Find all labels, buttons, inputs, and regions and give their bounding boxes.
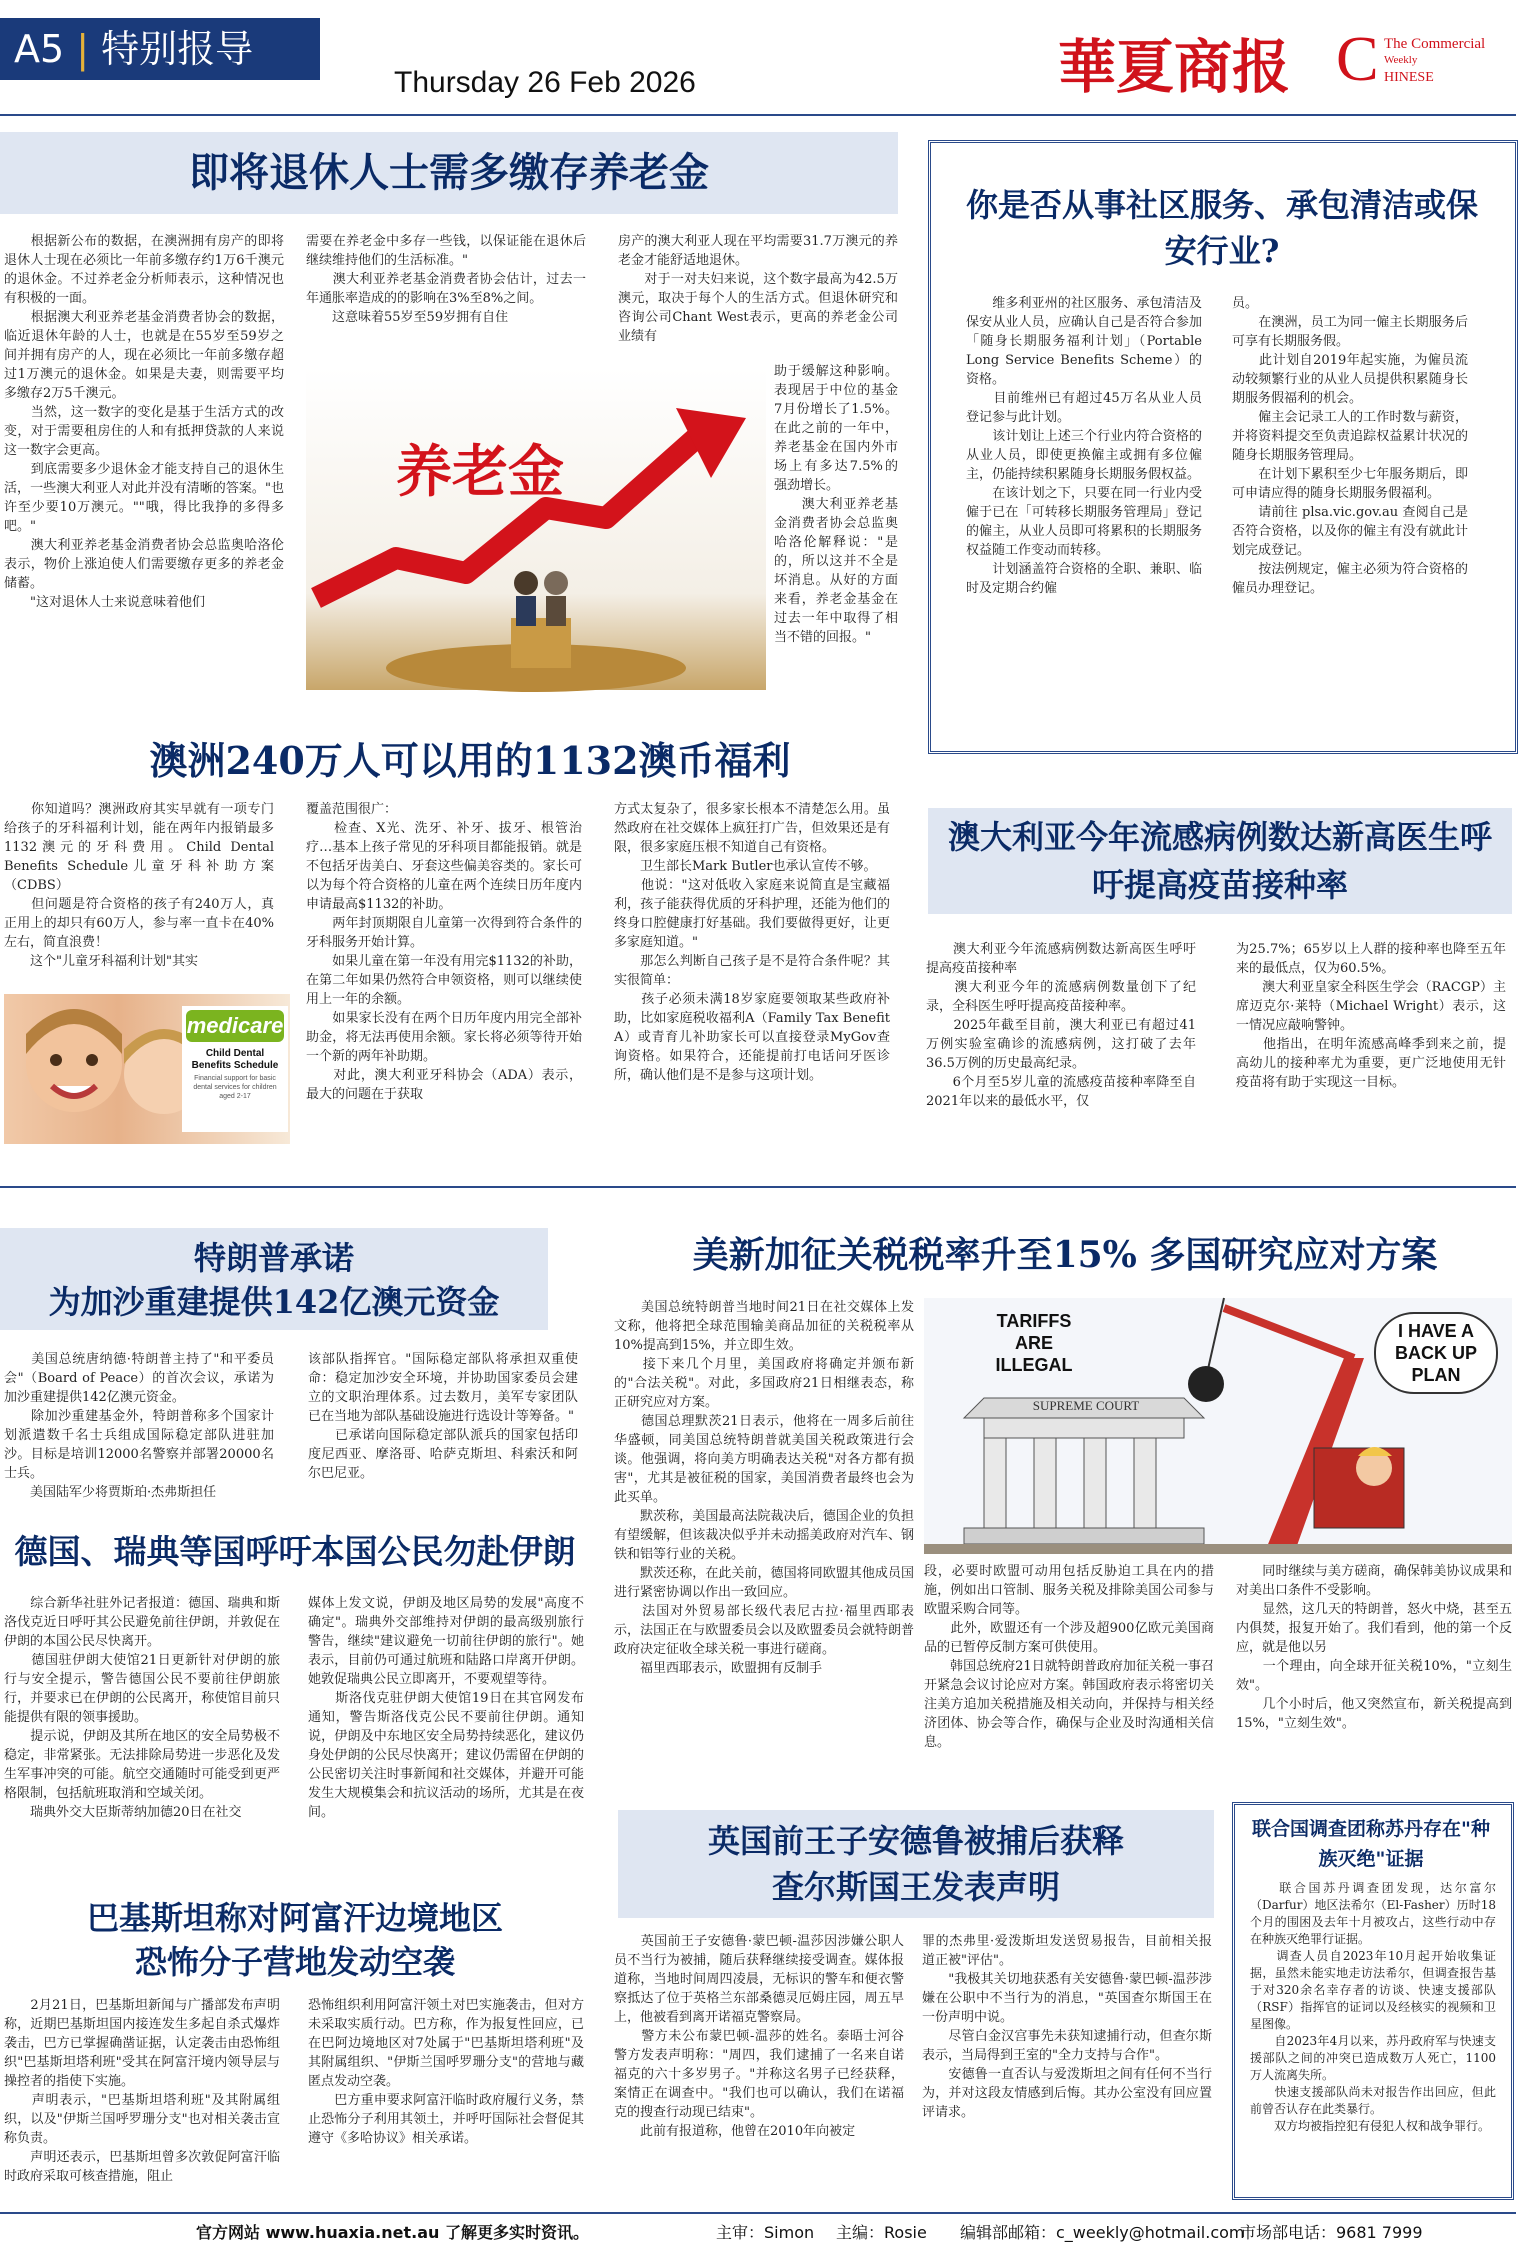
dental-photo — [4, 994, 290, 1144]
article-pakistan-col-2: 恐怖组织利用阿富汗领土对巴实施袭击，但对方未采取实质行动。巴方称，作为报复性回应，已在巴阿边境地区对7处属于"巴基斯坦塔利班"及其附属组织、"伊斯兰国呼罗珊分支"的营地与藏匿点发动空袭。 巴方重申要求阿富汗临时政府履行义务，禁止恐怖分子利用其领土，并呼吁国际社会督促其遵守《多哈协议》相关承诺。 — [308, 1998, 584, 2146]
footer-rule — [0, 2212, 1516, 2214]
tab-divider: | — [76, 27, 102, 71]
article-iran-col-2: 媒体上发文说，伊朗及地区局势的发展"高度不确定"。瑞典外交部维持对伊朗的最高级别旅行警告，继续"建议避免一切前往伊朗的旅行"。她表示，目前仍可通过航班和陆路口岸离开伊朗。她敦促瑞典公民立即离开，不要观望等待。 斯洛伐克驻伊朗大使馆19日在其官网发布通知，警告斯洛伐克公民不要前往伊朗。通知说，伊朗及中东地区安全局势持续恶化，建议仍身处伊朗的公民尽快离开；建议仍需留在伊朗的公民密切关注时事新闻和社交媒体，并避开可能发生大规模集会和抗议活动的场所，尤其是在夜间。 — [308, 1596, 584, 1820]
article-andrew-col-2: 罪的杰弗里·爱泼斯坦发送贸易报告，目前相关报道正被"评估"。 "我极其关切地获悉有关安德鲁·蒙巴顿-温莎涉嫌在公职中不当行为的消息，"英国查尔斯国王在一份声明中说。 尽管白金汉宫事先未获知逮捕行动，但查尔斯表示，当局得到王室的"全力支持与合作"。 安德鲁一直否认与爱泼斯坦之间有任何不当行为，并对这段友情感到后悔。其办公室没有回应置评请求。 — [922, 1934, 1212, 2120]
article-dental-col-2: 覆盖范围很广： 检查、X光、洗牙、补牙、拔牙、根管治疗…基本上孩子常见的牙科项目都能报销。就是不包括牙齿美白、牙套这些偏美容类的。家长可以为每个符合资格的儿童在两个连续日历年度内申请最高$1132的补助。 两年封顶期限自儿童第一次得到符合条件的牙科服务开始计算。 如果儿童在第一年没有用完$1132的补助，在第二年如果仍然符合申领资格，则可以继续使用上一年的余额。 如果家长没有在两个日历年度内用完全部补助金，将无法再使用余额。家长将必须等待开始一个新的两年补助期。 对此，澳大利亚牙科协会（ADA）表示，最大的问题在于获取 — [306, 802, 582, 1102]
medicare-logo-subtitle: Child Dental Benefits Schedule — [191, 1048, 279, 1071]
issue-date: Thursday 26 Feb 2026 — [394, 66, 696, 99]
article-pension-col-2: 需要在养老金中多存一些钱，以保证能在退休后继续维持他们的生活标准。" 澳大利亚养老基金消费者协会估计，过去一年通胀率造成的的影响在3%至8%之间。 这意味着55岁至59岁拥有自住 — [306, 234, 586, 325]
page-tab — [0, 18, 320, 80]
brand-name-en-2: Weekly — [1384, 54, 1418, 66]
article-sudan-col-1: 联合国苏丹调查团发现，达尔富尔（Darfur）地区法希尔（El-Fasher）历时18个月的围困及去年十月被攻占，这些行动中存在种族灭绝罪行证据。 调查人员自2023年10月起开始收集证据，虽然未能实地走访法希尔，但调查报告基于对320余名幸存者的访谈、快速支援部队（RSF）指挥官的证词以及经核实的视频和卫星图像。 自2023年4月以来，苏丹政府军与快速支援部队之间的冲突已造成数万人死亡，1100万人流离失所。 快速支援部队尚未对报告作出回应，但此前曾否认存在此类暴行。 双方均被指控犯有侵犯人权和战争罪行。 — [1250, 1881, 1496, 2133]
footer-chief-editor: 主编：Rosie — [836, 2223, 927, 2242]
brand-letter: C — [1336, 23, 1379, 94]
article-sudan-headline: 联合国调查团称苏丹存在"种族灭绝"证据 — [1252, 1818, 1490, 1870]
article-flu-col-1: 澳大利亚今年流感病例数达新高医生呼吁提高疫苗接种率 澳大利亚今年的流感病例数量创下了纪录，全科医生呼吁提高疫苗接种率。 2025年截至目前，澳大利亚已有超过41万例实验室确诊的流感病例，这打破了去年36.5万例的历史最高纪录。 6个月至5岁儿童的流感疫苗接种率降至自2021年以来的最低水平，仅 — [926, 942, 1196, 1109]
cartoon-sign: TARIFFS ARE ILLEGAL — [995, 1311, 1073, 1375]
article-gaza-col-1: 美国总统唐纳德·特朗普主持了"和平委员会"（Board of Peace）的首次会议，承诺为加沙重建提供142亿澳元资金。 除加沙重建基金外，特朗普称多个国家计划派遣数千名士兵组成国际稳定部队进驻加沙。目标是培训12000名警察并部署20000名士兵。 美国陆军少将贾斯珀·杰弗斯担任 — [4, 1352, 274, 1500]
article-pension-headline: 即将退休人士需多缴存养老金 — [0, 132, 898, 214]
article-pension-col-3b: 助于缓解这种影响。表现居于中位的基金7月份增长了1.5%。在此之前的一年中，养老基金在国内外市场上有多达7.5%的强劲增长。 澳大利亚养老基金消费者协会总监奥哈洛伦解释说："是的，所以这并不全是坏消息。从好的方面来看，养老金基金在过去一年中取得了相当不错的回报。" — [774, 364, 898, 645]
article-dental-col-3: 方式太复杂了，很多家长根本不清楚怎么用。虽然政府在社交媒体上疯狂打广告，但效果还是有限，很多家庭压根不知道自己有资格。 卫生部长Mark Butler也承认宣传不够。 他说："这对低收入家庭来说简直是宝藏福利，孩子能获得优质的牙科护理，还能为他们的终身口腔健康打好基础。我们要做得更好，让更多家庭知道。" 那怎么判断自己孩子是不是符合条件呢？其实很简单： 孩子必须未满18岁家庭要领取某些政府补助，比如家庭税收福利A（Family Tax Benefit A）或青育儿补助家长可以直接登录MyGov查询资格。如果符合，还能提前打电话问牙医诊所，确认他们是不是参与这项计划。 — [614, 802, 890, 1083]
article-pension-col-3: 房产的澳大利亚人现在平均需要31.7万澳元的养老金才能舒适地退休。 对于一对夫妇来说，这个数字最高为42.5万澳元，取决于每个人的生活方式。但退休研究和咨询公司Chant West表示，更高的养老金公司业绩有 — [618, 234, 898, 344]
medicare-logo-text: medicare — [186, 1010, 284, 1042]
footer-email[interactable]: 编辑部邮箱：c_weekly@hotmail.com — [960, 2223, 1245, 2242]
article-tariff-col-3: 同时继续与美方磋商，确保韩美协议成果和对美出口条件不受影响。 显然，这几天的特朗普，怒火中烧，甚至五内俱焚，报复开始了。我们看到，他的第一个反应，就是他以另 一个理由，向全球开征关税10%，"立刻生效"。 几个小时后，他又突然宣布，新关税提高到15%，"立刻生效"。 — [1236, 1564, 1512, 1731]
article-flu-headline: 澳大利亚今年流感病例数达新高医生呼吁提高疫苗接种率 — [928, 808, 1512, 914]
article-gaza-col-2: 该部队指挥官。"国际稳定部队将承担双重使命：稳定加沙安全环境，并协助国家委员会建立的文职治理体系。过去数月，美军专家团队已在当地为部队基础设施进行选设计等筹备。" 已承诺向国际稳定部队派兵的国家包括印度尼西亚、摩洛哥、哈萨克斯坦、科索沃和阿尔巴尼亚。 — [308, 1352, 578, 1481]
section-divider — [0, 1186, 1516, 1188]
medicare-logo-tagline: Financial support for basic dental services for children aged 2-17 — [193, 1075, 277, 1100]
brand-name-cn: 華夏商报 — [1058, 33, 1291, 101]
article-andrew-col-1: 英国前王子安德鲁·蒙巴顿-温莎因涉嫌公职人员不当行为被捕，随后获释继续接受调查。媒体报道称，当地时间周四凌晨，无标识的警车和便衣警察抵达了位于英格兰东部桑德灵厄姆庄园，周五早上，他被看到离开诺福克警察局。 警方未公布蒙巴顿-温莎的姓名。泰晤士河谷警方发表声明称："周四，我们逮捕了一名来自诺福克的六十多岁男子。"并称这名男子已经获释，案情正在调查中。"我们也可以确认，我们在诺福克的搜查行动现已结束"。 此前有报道称，他曾在2010年向被定 — [614, 1934, 904, 2139]
brand-name-en-1: The Commercial — [1384, 36, 1486, 52]
brand-logo — [1058, 18, 1508, 108]
article-andrew-headline — [618, 1810, 1214, 1918]
article-dental-col-1: 你知道吗？澳洲政府其实早就有一项专门给孩子的牙科福利计划，能在两年内报销最多1132澳元的牙科费用。Child Dental Benefits Schedule儿童牙科补助方案（CDBS） 但问题是符合资格的孩子有240万人，真正用上的却只有60万人，参与率一直卡在40%左右，简直浪费！ 这个"儿童牙科福利计划"其实 — [4, 802, 274, 969]
article-gaza-headline — [0, 1228, 548, 1330]
article-dental-headline: 澳洲240万人可以用的1132澳币福利 — [149, 738, 791, 783]
article-pakistan-headline-line-1: 巴基斯坦称对阿富汗边境地区 — [86, 1899, 503, 1937]
article-pakistan-headline-line-2: 恐怖分子营地发动空袭 — [134, 1943, 455, 1981]
article-pension-col-1: 根据新公布的数据，在澳洲拥有房产的即将退休人士现在必须比一年前多缴存约1万6千澳元的退休金。不过养老金分析师表示，这种情况也有积极的一面。 根据澳大利亚养老基金消费者协会的数据，临近退休年龄的人士，也就是在55岁至59岁之间并拥有房产的人，现在必须比一年前多缴存超过1万澳元的退休金。如果是夫妻，则需要平均多缴存2万5千澳元。 当然，这一数字的变化是基于生活方式的改变，对于需要租房住的人和有抵押贷款的人来说这一数字会更高。 到底需要多少退休金才能支持自己的退休生活，一些澳大利亚人对此并没有清晰的答案。"也许至少要10万澳元。""哦，得比我挣的多得多吧。" 澳大利亚养老基金消费者协会总监奥哈洛伦表示，物价上涨迫使人们需要缴存更多的养老金储蓄。 "这对退休人士来说意味着他们 — [4, 234, 284, 610]
cartoon-speech-bubble: I HAVE A BACK UP PLAN — [1374, 1312, 1498, 1394]
footer-editor: 主审：Simon — [716, 2223, 815, 2242]
article-tariff-col-2: 段，必要时欧盟可动用包括反胁迫工具在内的措施，例如出口管制、服务关税及排除美国公司参与欧盟采购合同等。 此外，欧盟还有一个涉及超900亿欧元美国商品的已暂停反制方案可供使用。 韩国总统府21日就特朗普政府加征关税一事召开紧急会议讨论应对方案。韩国政府表示将密切关注美方追加关税措施及相关动向，并保持与相关经济团体、协会等合作，确保与企业及时沟通相关信息。 — [924, 1564, 1214, 1750]
tariff-cartoon — [924, 1298, 1512, 1554]
article-andrew-headline-line-1: 英国前王子安德鲁被捕后获释 — [707, 1822, 1124, 1860]
article-andrew-headline-line-2: 查尔斯国王发表声明 — [771, 1868, 1060, 1906]
brand-name-en-3: HINESE — [1384, 70, 1434, 85]
article-tariff-headline: 美新加征关税税率升至15% 多国研究应对方案 — [692, 1234, 1438, 1276]
pension-image-caption: 养老金 — [396, 440, 564, 505]
section-name: 特别报导 — [101, 27, 254, 71]
article-flu-col-2: 为25.7%；65岁以上人群的接种率也降至五年来的最低点，仅为60.5%。 澳大利亚皇家全科医生学会（RACGP）主席迈克尔·莱特（Michael Wright）表示，这一情况应敲响警钟。 他指出，在明年流感高峰季到来之前，提高幼儿的接种率尤为重要，更广泛地使用无针疫苗将有助于实现这一目标。 — [1236, 942, 1506, 1090]
footer-website[interactable]: 官方网站 www.huaxia.net.au 了解更多实时资讯。 — [196, 2223, 589, 2242]
cartoon-court-label: SUPREME COURT — [1032, 1398, 1140, 1413]
article-pakistan-headline — [0, 1896, 590, 1990]
article-long-service-col-2: 员。 在澳洲，员工为同一僱主长期服务后可享有长期服务假。 此计划自2019年起实施，为僱员流动较频繁行业的从业人员提供积累随身长期服务假福利的机会。 僱主会记录工人的工作时数与薪资，并将资料提交至负责追踪权益累计状况的随身长期服务管理局。 在计划下累积至少七年服务期后，即可申请应得的随身长期服务假福利。 请前往 plsa.vic.gov.au 查阅自己是否符合资格，以及你的僱主有没有就此计划完成登记。 按法例规定，僱主必须为符合资格的僱员办理登记。 — [1232, 296, 1468, 596]
footer — [0, 2218, 1516, 2248]
article-iran-col-1: 综合新华社驻外记者报道：德国、瑞典和斯洛伐克近日呼吁其公民避免前往伊朗，并敦促在伊朗的本国公民尽快离开。 德国驻伊朗大使馆21日更新针对伊朗的旅行与安全提示，警告德国公民不要前往伊朗旅行，并要求已在伊朗的公民离开，称使馆目前只能提供有限的领事援助。 提示说，伊朗及其所在地区的安全局势极不稳定，非常紧张。无法排除局势进一步恶化及发生军事冲突的可能。航空交通随时可能受到更严格限制，包括航班取消和空域关闭。 瑞典外交大臣斯蒂纳加德20日在社交 — [4, 1596, 280, 1820]
article-long-service-col-1: 维多利亚州的社区服务、承包清洁及保安从业人员，应确认自己是否符合参加「随身长期服务福利计划」（Portable Long Service Benefits Scheme）的资格。 目前维州已有超过45万名从业人员登记参与此计划。 该计划让上述三个行业内符合资格的从业人员，即使更换僱主或拥有多位僱主，仍能持续积累随身长期服务假权益。 在该计划之下，只要在同一行业内受僱于已在「可转移长期服务管理局」登记的僱主，从业人员即可将累积的长期服务权益随工作变动而转移。 计划涵盖符合资格的全职、兼职、临时及定期合约僱 — [966, 296, 1202, 596]
article-gaza-headline-line-2: 为加沙重建提供142亿澳元资金 — [48, 1283, 500, 1321]
pension-illustration — [306, 368, 766, 690]
article-long-service-headline: 你是否从事社区服务、承包清洁或保安行业? — [966, 186, 1479, 270]
page-number: A5 — [14, 27, 65, 71]
article-gaza-headline-line-1: 特朗普承诺 — [193, 1239, 354, 1277]
article-tariff-col-1: 美国总统特朗普当地时间21日在社交媒体上发文称，他将把全球范围输美商品加征的关税税率从10%提高到15%，并立即生效。 接下来几个月里，美国政府将确定并颁布新的"合法关税"。对此，多国政府21日相继表态，称正研究应对方案。 德国总理默茨21日表示，他将在一周多后前往华盛顿，同美国总统特朗普就美国关税政策进行会谈。他强调，将向美方明确表达关税"对各方都有损害"，尤其是被征税的国家，美国消费者最终也会为此买单。 默茨称，美国最高法院裁决后，德国企业的负担有望缓解，但该裁决似乎并未动摇美政府对汽车、钢铁和铝等行业的关税。 默茨还称，在此关前，德国将同欧盟其他成员国进行紧密协调以作出一致回应。 法国对外贸易部长级代表尼古拉·福里西耶表示，法国正在与欧盟委员会以及欧盟委员会就特朗普政府决定征收全球关税一事进行磋商。 福里西耶表示，欧盟拥有反制手 — [614, 1300, 914, 1676]
masthead-rule — [0, 114, 1516, 116]
article-pakistan-col-1: 2月21日，巴基斯坦新闻与广播部发布声明称，近期巴基斯坦国内接连发生多起自杀式爆炸袭击，巴方已掌握确凿证据，认定袭击由恐怖组织"巴基斯坦塔利班"受其在阿富汗境内领导层与操控者的指使下实施。 声明表示，"巴基斯坦塔利班"及其附属组织，以及"伊斯兰国呼罗珊分支"也对相关袭击宣称负责。 声明还表示，巴基斯坦曾多次敦促阿富汗临时政府采取可核查措施，阻止 — [4, 1998, 280, 2184]
pension-chart-arrow — [306, 368, 766, 690]
article-iran-headline: 德国、瑞典等国呼吁本国公民勿赴伊朗 — [14, 1532, 576, 1571]
medicare-logo — [182, 1006, 288, 1132]
footer-phone: 市场部电话：9681 7999 — [1240, 2223, 1423, 2242]
